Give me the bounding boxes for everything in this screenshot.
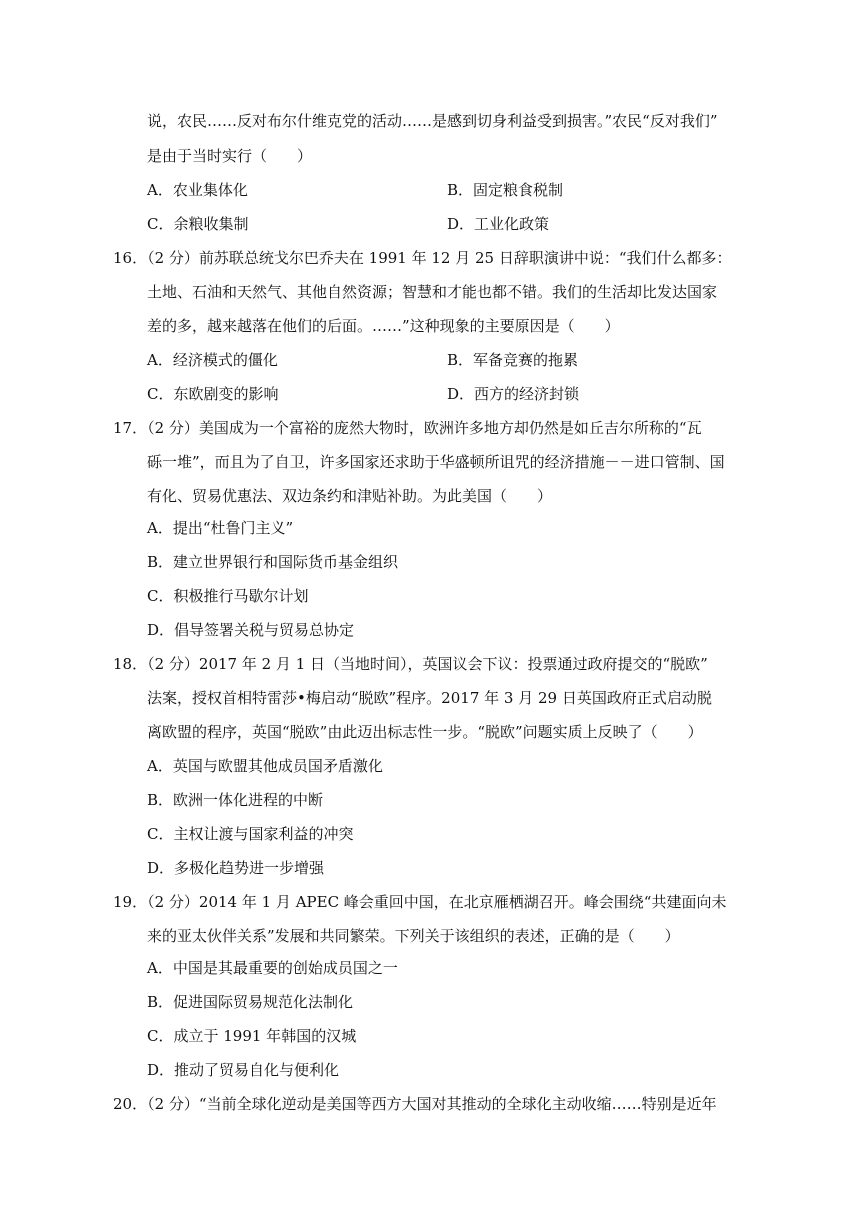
q16-text-line-1: 16．（2 分）前苏联总统戈尔巴乔夫在 1991 年 12 月 25 日辞职演讲中说：“我们什么都多： (113, 249, 732, 267)
q17-text-line-1: 17．（2 分）美国成为一个富裕的庞然大物时，欧洲许多地方却仍然是如丘吉尔所称的“瓦 (113, 419, 702, 437)
q18-option-a[interactable]: A．英国与欧盟其他成员国矛盾激化 (147, 757, 383, 775)
q18-option-d[interactable]: D．多极化趋势进一步增强 (147, 859, 325, 877)
q16-option-c[interactable]: C．东欧剧变的影响 (147, 385, 279, 403)
q16-text-line-2: 土地、石油和天然气、其他自然资源；智慧和才能也都不错。我们的生活却比发达国家 (147, 283, 718, 301)
q18-text-line-1: 18．（2 分）2017 年 2 月 1 日（当地时间），英国议会下议：投票通过政府提交的“脱欧” (113, 655, 708, 673)
q15-option-a[interactable]: A．农业集体化 (147, 181, 248, 199)
q19-option-b[interactable]: B．促进国际贸易规范化法制化 (147, 993, 354, 1011)
q18-text-line-3: 离欧盟的程序，英国“脱欧”由此迈出标志性一步。“脱欧”问题实质上反映了（ ） (147, 723, 703, 741)
q17-option-c[interactable]: C．积极推行马歇尔计划 (147, 587, 309, 605)
q18-option-c[interactable]: C．主权让渡与国家利益的冲突 (147, 825, 354, 843)
q19-option-a[interactable]: A．中国是其最重要的创始成员国之一 (147, 959, 398, 977)
q16-option-b[interactable]: B．军备竞赛的拖累 (447, 351, 579, 369)
q19-text-line-2: 来的亚太伙伴关系”发展和共同繁荣。下列关于该组织的表述，正确的是（ ） (147, 927, 680, 945)
q17-text-line-2: 砾一堆”，而且为了自卫，许多国家还求助于华盛顿所诅咒的经济措施－－进口管制、国 (147, 453, 725, 471)
q16-option-d[interactable]: D．西方的经济封锁 (447, 385, 580, 403)
q17-option-a[interactable]: A．提出“杜鲁门主义” (147, 519, 294, 537)
q18-option-b[interactable]: B．欧洲一体化进程的中断 (147, 791, 324, 809)
q17-option-b[interactable]: B．建立世界银行和国际货币基金组织 (147, 553, 399, 571)
q17-text-line-3: 有化、贸易优惠法、双边条约和津贴补助。为此美国（ ） (147, 487, 553, 505)
q17-option-d[interactable]: D．倡导签署关税与贸易总协定 (147, 621, 355, 639)
q15-text-line-2: 是由于当时实行（ ） (147, 147, 313, 165)
q15-text-line-1: 说，农民……反对布尔什维克党的活动……是感到切身利益受到损害。”农民“反对我们” (147, 112, 718, 130)
q19-option-c[interactable]: C．成立于 1991 年韩国的汉城 (147, 1027, 357, 1045)
q16-option-a[interactable]: A．经济模式的僵化 (147, 351, 278, 369)
q18-text-line-2: 法案，授权首相特雷莎•梅启动“脱欧”程序。2017 年 3 月 29 日英国政府正式启动脱 (147, 689, 712, 707)
q15-option-c[interactable]: C．余粮收集制 (147, 215, 249, 233)
q15-option-b[interactable]: B．固定粮食税制 (447, 181, 564, 199)
q20-text-line-1: 20．（2 分）“当前全球化逆动是美国等西方大国对其推动的全球化主动收缩……特别是近年 (113, 1095, 717, 1113)
q19-option-d[interactable]: D．推动了贸易自化与便利化 (147, 1061, 340, 1079)
q16-text-line-3: 差的多，越来越落在他们的后面。……”这种现象的主要原因是（ ） (147, 317, 620, 335)
q15-option-d[interactable]: D．工业化政策 (447, 215, 550, 233)
q19-text-line-1: 19．（2 分）2014 年 1 月 APEC 峰会重回中国，在北京雁栖湖召开。峰会围绕“共建面向未 (113, 893, 727, 911)
